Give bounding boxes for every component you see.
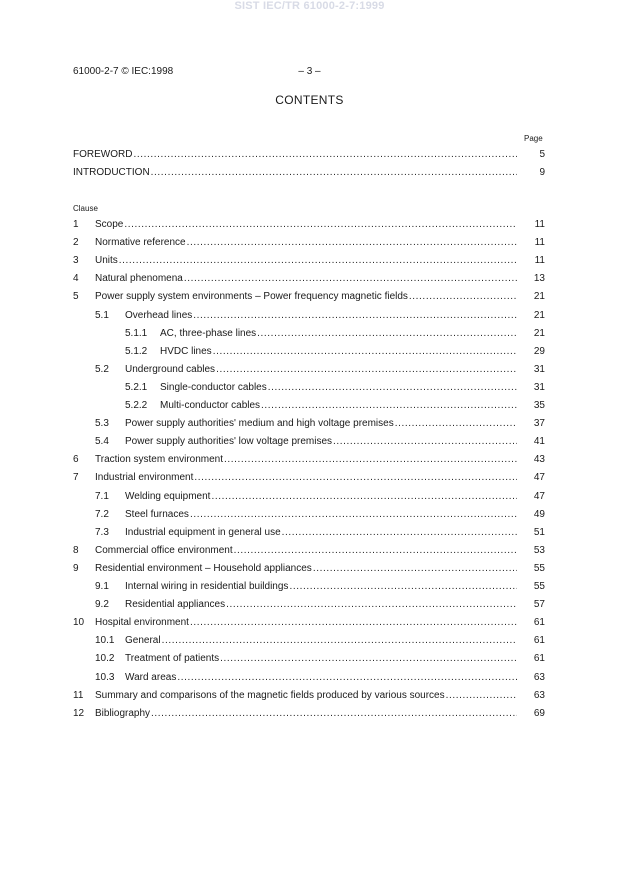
toc-entry-page: 55 — [533, 581, 545, 592]
page-column-label: Page — [524, 134, 543, 143]
toc-entry-number: 7 — [73, 472, 79, 484]
toc-leader-dots — [220, 652, 517, 666]
toc-leader-dots — [187, 236, 517, 250]
toc-entry-number: 11 — [73, 689, 84, 701]
toc-entry-number: 5 — [73, 291, 79, 303]
toc-entry[interactable] — [73, 580, 545, 594]
toc-entry[interactable] — [73, 272, 545, 286]
toc-entry-page: 29 — [533, 345, 545, 357]
toc-entry-title: Residential environment – Household appliances — [95, 562, 312, 574]
toc-entry[interactable] — [73, 417, 545, 431]
toc-entry[interactable] — [73, 707, 545, 721]
toc-leader-dots — [409, 290, 517, 304]
toc-entry[interactable] — [73, 327, 545, 341]
toc-entry-title: Overhead lines — [125, 309, 193, 321]
toc-leader-dots — [261, 399, 517, 413]
toc-entry-page: 21 — [533, 327, 545, 339]
toc-entry[interactable] — [73, 616, 545, 630]
toc-entry-title: Power supply system environments – Power frequency magnetic fields — [95, 291, 408, 303]
toc-entry-number: 6 — [73, 454, 79, 466]
toc-leader-dots — [216, 363, 517, 377]
toc-entry-number: 3 — [73, 255, 79, 267]
toc-leader-dots — [268, 381, 517, 395]
toc-entry-number: 10 — [73, 617, 85, 629]
toc-entry-number: 4 — [73, 273, 79, 285]
toc-entry-number: 1 — [73, 219, 79, 230]
toc-entry-page: 11 — [534, 237, 545, 249]
toc-entry-page: 43 — [533, 454, 545, 466]
toc-leader-dots — [282, 526, 517, 540]
toc-entry-number: 9.1 — [95, 581, 109, 592]
toc-leader-dots — [224, 453, 517, 467]
toc-leader-dots — [313, 562, 517, 576]
toc-leader-dots — [162, 634, 517, 648]
header-document-id: 61000-2-7 © IEC:1998 — [73, 66, 174, 77]
page-title: CONTENTS — [275, 93, 344, 107]
toc-leader-dots — [193, 309, 517, 323]
toc-entry-page: 53 — [533, 544, 545, 556]
toc-entry[interactable] — [73, 453, 545, 467]
toc-leader-dots — [289, 580, 517, 594]
toc-entry-title: General — [125, 635, 161, 647]
toc-entry[interactable] — [73, 471, 545, 485]
toc-entry-number: 5.1.2 — [125, 345, 148, 357]
toc-entry-introduction[interactable] — [73, 166, 545, 180]
toc-entry-number: 12 — [73, 707, 85, 719]
toc-entry[interactable] — [73, 363, 545, 377]
toc-entry-page: 21 — [533, 291, 545, 303]
toc-entry-page: 21 — [533, 309, 545, 321]
toc-entry[interactable] — [73, 254, 545, 268]
toc-entry-title: Units — [95, 255, 118, 267]
toc-entry-page: 63 — [533, 689, 545, 701]
toc-entry[interactable] — [73, 345, 545, 359]
toc-leader-dots — [151, 166, 517, 180]
toc-entry-page: 9 — [539, 167, 545, 178]
toc-leader-dots — [133, 148, 517, 162]
toc-entry-page: 57 — [533, 599, 545, 611]
toc-entry[interactable] — [73, 508, 545, 522]
toc-entry-title: Industrial equipment in general use — [125, 526, 281, 538]
toc-entry-title: Summary and comparisons of the magnetic fields produced by various sources — [95, 689, 445, 701]
toc-entry-page: 47 — [533, 472, 545, 484]
toc-entry-number: 2 — [73, 237, 79, 249]
toc-leader-dots — [124, 218, 517, 232]
toc-entry-number: 5.2.1 — [125, 381, 148, 393]
toc-entry-page: 61 — [533, 635, 545, 647]
toc-entry-title: Single-conductor cables — [160, 381, 267, 393]
header-page-number: – 3 – — [298, 66, 321, 77]
toc-entry[interactable] — [73, 236, 545, 250]
toc-leader-dots — [190, 616, 517, 630]
watermark: SIST IEC/TR 61000-2-7:1999 — [234, 0, 385, 12]
toc-entry-title: Bibliography — [95, 707, 151, 719]
toc-entry-title: Residential appliances — [125, 599, 226, 611]
toc-leader-dots — [190, 508, 517, 522]
toc-entry-number: 5.2 — [95, 363, 109, 375]
toc-entry-title: Traction system environment — [95, 454, 224, 466]
toc-entry[interactable] — [73, 634, 545, 648]
toc-entry-title: Natural phenomena — [95, 273, 183, 285]
toc-entry-number: 10.2 — [95, 653, 115, 665]
toc-leader-dots — [213, 345, 517, 359]
toc-leader-dots — [194, 471, 517, 485]
toc-entry[interactable] — [73, 671, 545, 685]
toc-entry-page: 47 — [533, 490, 545, 502]
toc-leader-dots — [446, 689, 517, 703]
toc-entry[interactable] — [73, 562, 545, 576]
toc-entry-page: 49 — [533, 508, 545, 520]
clause-column-label: Clause — [73, 204, 98, 213]
toc-entry-title: Ward areas — [125, 671, 177, 683]
toc-leader-dots — [234, 544, 517, 558]
toc-entry-page: 11 — [534, 219, 545, 230]
toc-entry-number: 5.1.1 — [125, 327, 148, 339]
toc-entry[interactable] — [73, 526, 545, 540]
toc-entry-foreword[interactable] — [73, 148, 545, 162]
toc-leader-dots — [119, 254, 517, 268]
toc-entry-page: 55 — [533, 562, 545, 574]
toc-entry-title: Multi-conductor cables — [160, 400, 261, 411]
toc-entry-page: 37 — [533, 418, 545, 430]
toc-leader-dots — [226, 598, 517, 612]
toc-entry-number: 7.3 — [95, 526, 109, 538]
toc-entry-title: Industrial environment — [95, 472, 194, 484]
toc-entry-number: 5.2.2 — [125, 400, 148, 411]
toc-entry-number: 8 — [73, 544, 79, 556]
toc-entry-title: Underground cables — [125, 363, 216, 375]
toc-entry-page: 13 — [533, 273, 545, 285]
toc-entry-page: 41 — [533, 436, 545, 448]
toc-entry-number: 5.3 — [95, 418, 109, 430]
toc-entry-number: 7.1 — [95, 490, 109, 502]
toc-entry-page: 31 — [533, 381, 545, 393]
toc-entry-title: Welding equipment — [125, 490, 211, 502]
toc-entry[interactable] — [73, 689, 545, 703]
toc-entry-number: 9 — [73, 562, 79, 574]
toc-entry-page: 11 — [534, 255, 545, 267]
toc-entry-number: 10.3 — [95, 671, 115, 683]
toc-leader-dots — [257, 327, 517, 341]
toc-entry-title: Treatment of patients — [125, 653, 220, 665]
toc-leader-dots — [395, 417, 517, 431]
toc-entry[interactable] — [73, 309, 545, 323]
toc-entry-title: Hospital environment — [95, 617, 189, 629]
toc-entry-page: 51 — [533, 526, 545, 538]
toc-entry[interactable] — [73, 652, 545, 666]
toc-entry[interactable] — [73, 218, 545, 232]
toc-entry-title: Scope — [95, 219, 124, 230]
toc-entry-title: Power supply authorities' medium and high voltage premises — [125, 418, 394, 430]
toc-entry-number: 7.2 — [95, 508, 109, 520]
toc-entry[interactable] — [73, 544, 545, 558]
toc-entry-title: Power supply authorities' low voltage premises — [125, 436, 333, 448]
toc-entry[interactable] — [73, 290, 545, 304]
toc-entry-number: 9.2 — [95, 599, 109, 611]
toc-leader-dots — [333, 435, 517, 449]
toc-entry-number: 5.1 — [95, 309, 109, 321]
toc-entry[interactable] — [73, 399, 545, 413]
toc-entry[interactable] — [73, 435, 545, 449]
toc-entry-page: 61 — [533, 617, 545, 629]
toc-entry-title: Steel furnaces — [125, 508, 189, 520]
toc-entry-title: INTRODUCTION — [73, 167, 150, 178]
toc-entry-page: 35 — [533, 400, 545, 411]
toc-entry[interactable] — [73, 490, 545, 504]
toc-entry-page: 31 — [533, 363, 545, 375]
toc-entry-page: 61 — [533, 653, 545, 665]
toc-entry-title: AC, three-phase lines — [160, 327, 257, 339]
toc-entry-title: Internal wiring in residential buildings — [125, 581, 289, 592]
toc-entry-number: 5.4 — [95, 436, 109, 448]
toc-leader-dots — [151, 707, 517, 721]
toc-entry[interactable] — [73, 598, 545, 612]
toc-entry-page: 63 — [533, 671, 545, 683]
toc-leader-dots — [184, 272, 517, 286]
toc-entry-title: HVDC lines — [160, 345, 212, 357]
toc-entry-page: 69 — [533, 707, 545, 719]
toc-entry-number: 10.1 — [95, 635, 115, 647]
toc-entry-title: FOREWORD — [73, 149, 133, 160]
toc-entry[interactable] — [73, 381, 545, 395]
toc-entry-page: 5 — [539, 149, 545, 160]
toc-entry-title: Commercial office environment — [95, 544, 233, 556]
toc-entry-title: Normative reference — [95, 237, 186, 249]
toc-leader-dots — [211, 490, 517, 504]
toc-leader-dots — [177, 671, 517, 685]
